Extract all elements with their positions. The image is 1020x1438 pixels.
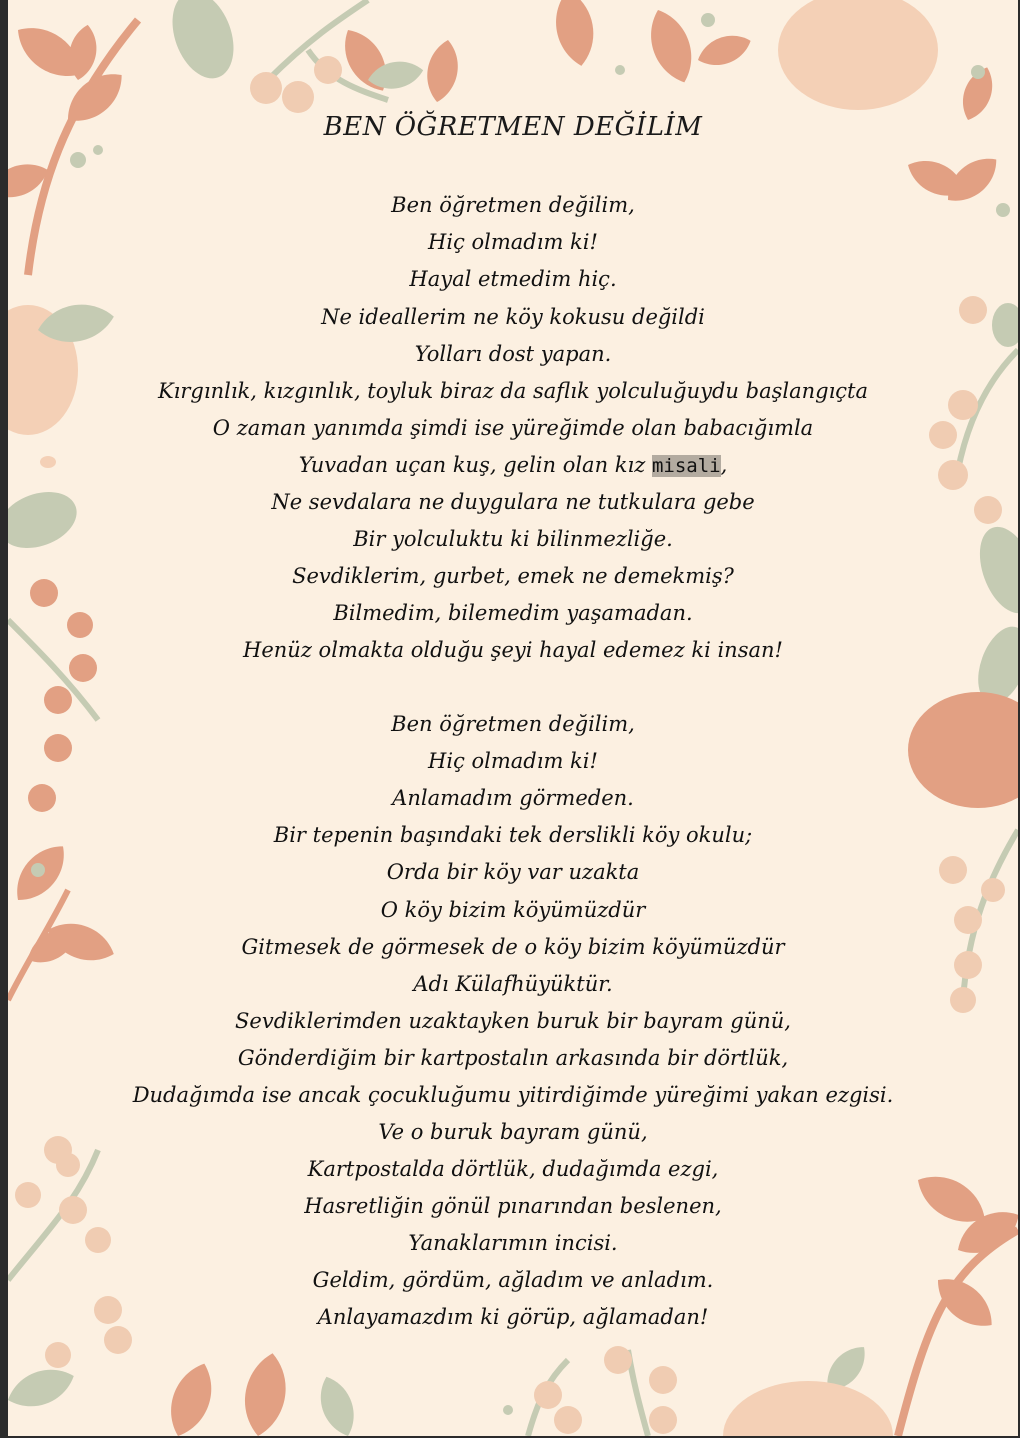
poem-line: Kartpostalda dörtlük, dudağımda ezgi, [307,1157,719,1181]
poem-line: Dudağımda ise ancak çocukluğumu yitirdiğimde yüreğimi yakan ezgisi. [132,1083,894,1107]
poem-line: Gitmesek de görmesek de o köy bizim köyümüzdür [241,935,785,959]
document-page [8,0,1018,1436]
poem-line: Yolları dost yapan. [414,342,612,366]
poem-line: Geldim, gördüm, ağladım ve anladım. [312,1268,714,1292]
poem-line: O köy bizim köyümüzdür [380,898,646,922]
poem-line: Bir tepenin başındaki tek derslikli köy okulu; [273,823,753,847]
poem-line: Hiç olmadım ki! [428,749,598,773]
poem-line: Orda bir köy var uzakta [386,860,640,884]
poem-line: Henüz olmakta olduğu şeyi hayal edemez ki insan! [243,638,783,662]
poem-line: Anlamadım görmeden. [392,786,634,810]
poem-line: Ben öğretmen değilim, [391,193,635,217]
highlighted-word[interactable]: misali [651,455,721,477]
poem-line: Adı Külafhüyüktür. [413,972,613,996]
poem-line: Ne ideallerim ne köy kokusu değildi [321,305,705,329]
poem-title: BEN ÖĞRETMEN DEĞİLİM [323,112,703,142]
poem-line: O zaman yanımda şimdi ise yüreğimde olan babacığımla [212,416,814,440]
poem-line: Kırgınlık, kızgınlık, toyluk biraz da saflık yolculuğuydu başlangıçta [157,379,869,403]
poem-line: Sevdiklerim, gurbet, emek ne demekmiş? [292,564,734,588]
poem-line: Hayal etmedim hiç. [409,267,617,291]
poem-line-with-highlight [8,451,1018,480]
poem-line-text: Yuvadan uçan kuş, gelin olan kız [298,453,652,477]
poem-line: Anlayamazdım ki görüp, ağlamadan! [317,1305,709,1329]
poem-line: Ne sevdalara ne duygulara ne tutkulara gebe [271,490,755,514]
poem-line-suffix: , [720,453,728,477]
poem-line: Bilmedim, bilemedim yaşamadan. [333,601,693,625]
poem-line: Ve o buruk bayram günü, [378,1120,648,1144]
poem-line: Gönderdiğim bir kartpostalın arkasında bir dörtlük, [237,1046,789,1070]
poem-line: Hasretliğin gönül pınarından beslenen, [304,1194,722,1218]
poem-line: Yanaklarımın incisi. [408,1231,618,1255]
poem-line: Bir yolculuktu ki bilinmezliğe. [353,527,673,551]
poem-line: Hiç olmadım ki! [428,230,598,254]
poem-line: Ben öğretmen değilim, [391,712,635,736]
poem-line: Sevdiklerimden uzaktayken buruk bir bayram günü, [235,1009,791,1033]
